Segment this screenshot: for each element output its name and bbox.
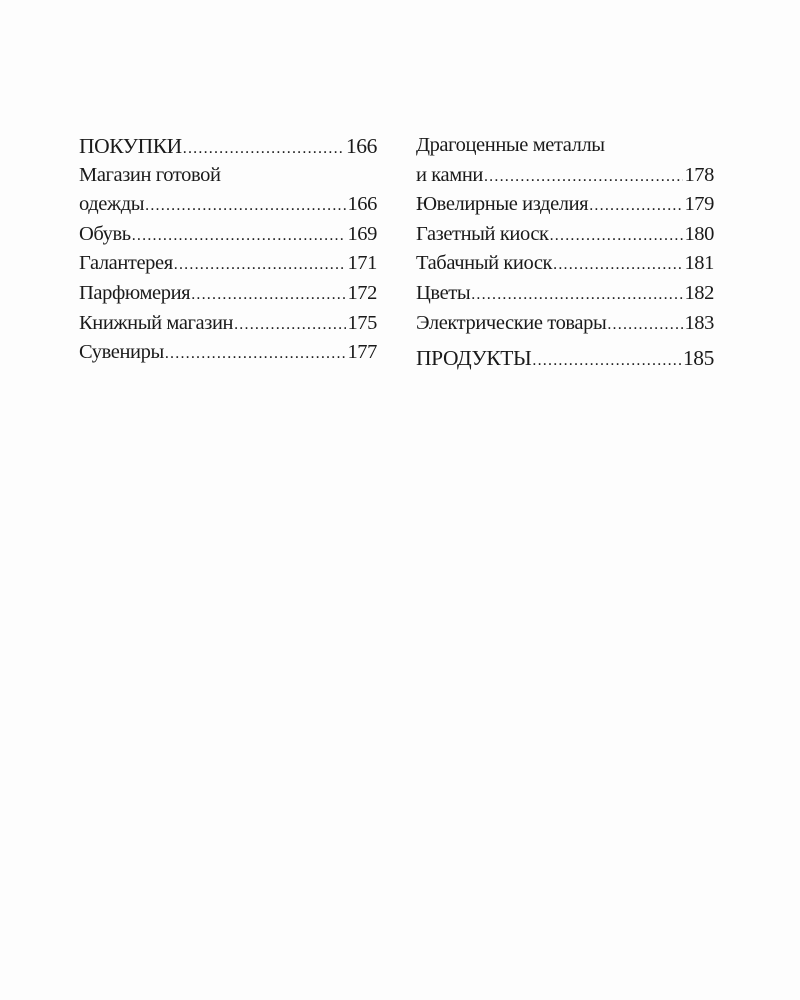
toc-entry-title: Галантерея — [79, 252, 173, 275]
toc-entry — [79, 341, 377, 371]
toc-entry — [416, 134, 714, 164]
dot-leader — [532, 352, 682, 370]
toc-entry — [416, 252, 714, 282]
dot-leader — [484, 168, 683, 186]
dot-leader — [553, 256, 683, 274]
dot-leader — [607, 316, 683, 334]
toc-page-number: 175 — [347, 311, 377, 334]
toc-section-heading — [416, 346, 714, 376]
toc-entry-title: Обувь — [79, 222, 131, 245]
toc-entry — [416, 282, 714, 312]
toc-entry — [416, 223, 714, 253]
toc-page-number: 166 — [347, 193, 377, 216]
toc-page-number: 172 — [347, 281, 377, 304]
dot-leader — [191, 286, 346, 304]
dot-leader — [183, 140, 345, 158]
toc-entry-title: Газетный киоск — [416, 222, 549, 245]
toc-page-number: 166 — [345, 134, 377, 158]
toc-entry-title: и камни — [416, 163, 483, 186]
toc-entry-title: Книжный магазин — [79, 311, 234, 334]
dot-leader — [132, 227, 347, 245]
toc-entry — [79, 164, 377, 194]
toc-page-number: 177 — [347, 341, 377, 364]
dot-leader — [234, 316, 346, 334]
toc-left-column — [79, 134, 377, 371]
toc-entry — [79, 223, 377, 253]
toc-page-number: 182 — [684, 281, 714, 304]
dot-leader — [145, 197, 346, 215]
toc-entry — [416, 312, 714, 342]
toc-page-number: 183 — [684, 311, 714, 334]
dot-leader — [165, 345, 347, 363]
toc-section-heading — [79, 134, 377, 164]
toc-entry — [79, 252, 377, 282]
toc-entry — [416, 164, 714, 194]
toc-entry-title: Драгоценные металлы — [416, 134, 605, 156]
toc-entry-title: Цветы — [416, 281, 471, 304]
toc-page-number: 180 — [684, 222, 714, 245]
toc-entry — [79, 282, 377, 312]
dot-leader — [471, 286, 683, 304]
toc-entry-title: ПОКУПКИ — [79, 134, 182, 158]
toc-page-number: 171 — [347, 252, 377, 275]
toc-entry-title: Магазин готовой — [79, 163, 221, 186]
toc-entry-title: одежды — [79, 193, 145, 216]
toc-page-number: 178 — [684, 163, 714, 186]
toc-entry-title: ПРОДУКТЫ — [416, 346, 532, 371]
toc-entry — [79, 193, 377, 223]
dot-leader — [589, 197, 683, 215]
toc-entry — [416, 193, 714, 223]
toc-entry — [79, 312, 377, 342]
toc-entry-title: Электрические товары — [416, 311, 607, 334]
dot-leader — [174, 256, 347, 274]
toc-page-number: 181 — [684, 252, 714, 275]
toc-entry-title: Сувениры — [79, 341, 164, 364]
toc-page-number: 169 — [347, 222, 377, 245]
dot-leader — [550, 227, 684, 245]
toc-entry-title: Табачный киоск — [416, 252, 553, 275]
toc-page-number: 179 — [684, 193, 714, 216]
toc-page-number: 185 — [682, 346, 714, 371]
toc-right-column — [416, 134, 714, 376]
toc-entry-title: Парфюмерия — [79, 281, 191, 304]
toc-entry-title: Ювелирные изделия — [416, 193, 589, 216]
